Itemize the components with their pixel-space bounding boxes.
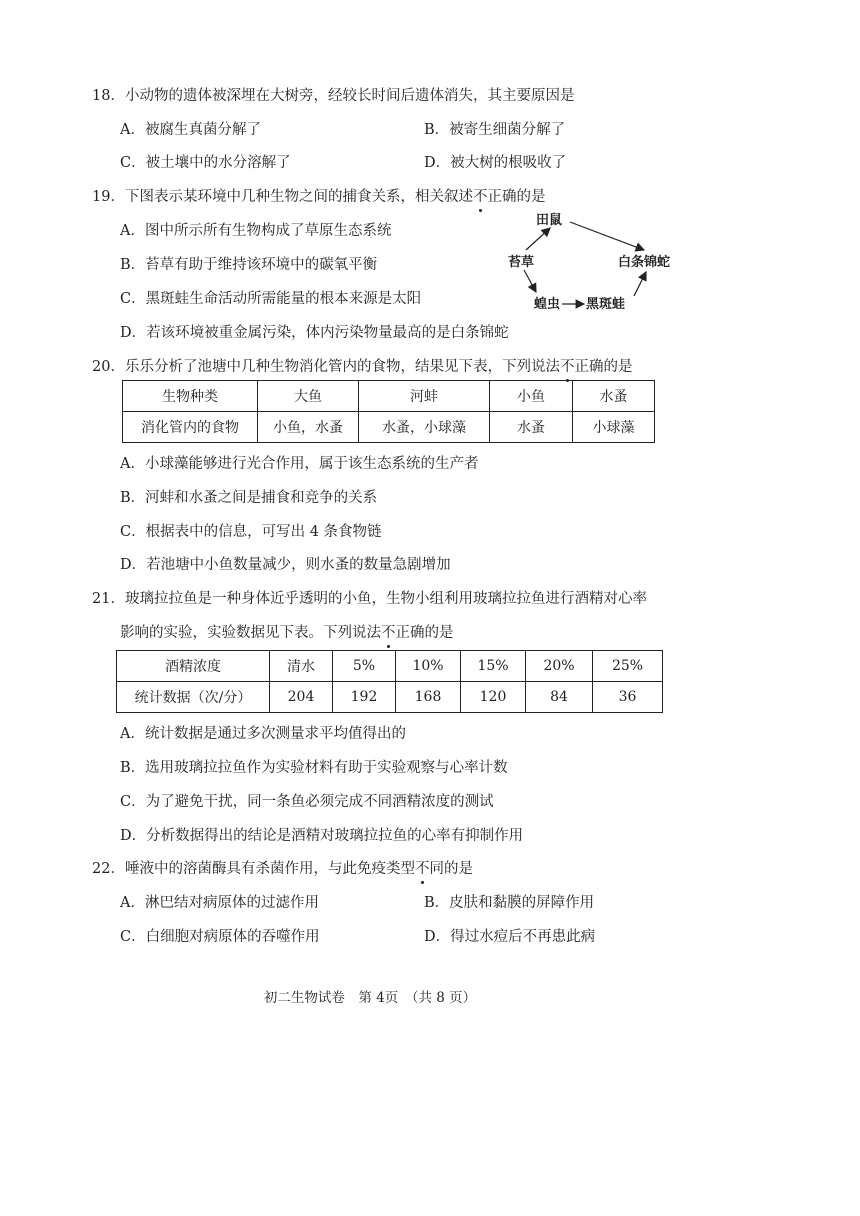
table-cell: 河蚌 [359, 381, 490, 412]
q21-stem-text-end: 正确的是 [395, 625, 454, 641]
q18-option-a: A．被腐生真菌分解了 [120, 122, 261, 138]
arrow-tianshu-snake [570, 222, 644, 250]
table-cell: 大鱼 [258, 381, 359, 412]
q21-option-b: B．选用玻璃拉拉鱼作为实验材料有助于实验观察与心率计数 [120, 760, 508, 776]
q21-stem-text: 影响的实验，实验数据见下表。下列说法 [120, 625, 381, 641]
table-row [117, 682, 663, 713]
table-cell: 25% [593, 651, 663, 682]
table-cell: 小球藻 [573, 412, 655, 443]
page-footer: 初二生物试卷 第 4页 （共 8 页） [263, 990, 477, 1006]
q20-option-c: C．根据表中的信息，可写出 4 条食物链 [120, 524, 382, 540]
node-frog: 黑斑蛙 [586, 297, 626, 312]
node-huangchong: 蝗虫 [534, 297, 561, 312]
q18-option-b: B．被寄生细菌分解了 [424, 122, 566, 138]
q21-stem-line1: 21．玻璃拉拉鱼是一种身体近乎透明的小鱼，生物小组利用玻璃拉拉鱼进行酒精对心率 [92, 591, 647, 607]
q21-table [116, 650, 663, 713]
q18-option-d: D．被大树的根吸收了 [424, 155, 567, 171]
table-cell: 生物种类 [123, 381, 258, 412]
table-cell: 水蚤 [490, 412, 573, 443]
q22-stem-text-end: 同的是 [429, 861, 473, 877]
q19-option-d: D．若该环境被重金属污染，体内污染物量最高的是白条锦蛇 [120, 325, 509, 341]
q21-option-d: D．分析数据得出的结论是酒精对玻璃拉拉鱼的心率有抑制作用 [120, 828, 524, 844]
q22-option-b: B．皮肤和黏膜的屏障作用 [424, 895, 595, 911]
q21-stem-line2 [120, 621, 454, 642]
q20-stem-text-end: 正确的是 [574, 359, 633, 375]
emphasis-dot-char: 不 [473, 185, 488, 206]
table-row [123, 381, 655, 412]
food-web-diagram [500, 200, 690, 320]
q20-option-b: B．河蚌和水蚤之间是捕食和竞争的关系 [120, 490, 378, 506]
q22-stem [92, 857, 473, 878]
arrow-taicao-tianshu [526, 228, 550, 250]
table-cell: 120 [461, 682, 526, 713]
q20-table [122, 380, 655, 443]
emphasis-dot-char: 不 [415, 857, 430, 878]
table-cell: 清水 [270, 651, 333, 682]
node-snake: 白条锦蛇 [618, 255, 671, 270]
q19-stem [92, 185, 545, 206]
q22-option-c: C．白细胞对病原体的吞噬作用 [120, 929, 320, 945]
q19-stem-text: 19．下图表示某环境中几种生物之间的捕食关系，相关叙述 [92, 189, 473, 205]
q22-option-a: A．淋巴结对病原体的过滤作用 [120, 895, 319, 911]
table-cell: 204 [270, 682, 333, 713]
q20-option-d: D．若池塘中小鱼数量减少，则水蚤的数量急剧增加 [120, 557, 451, 573]
arrow-taicao-huangchong [524, 270, 536, 292]
q19-stem-text-end: 正确的是 [487, 189, 546, 205]
table-cell: 酒精浓度 [117, 651, 270, 682]
q19-option-a: A．图中所示所有生物构成了草原生态系统 [120, 223, 392, 239]
q20-stem-text: 20．乐乐分析了池塘中几种生物消化管内的食物，结果见下表，下列说法 [92, 359, 560, 375]
table-cell: 5% [333, 651, 396, 682]
node-tianshu: 田鼠 [536, 213, 563, 228]
table-cell: 消化管内的食物 [123, 412, 258, 443]
table-cell: 统计数据（次/分） [117, 682, 270, 713]
table-cell: 168 [396, 682, 461, 713]
table-cell: 10% [396, 651, 461, 682]
table-cell: 192 [333, 682, 396, 713]
node-taicao: 苔草 [508, 255, 535, 270]
table-row [117, 651, 663, 682]
table-cell: 水蚤 [573, 381, 655, 412]
q22-option-d: D．得过水痘后不再患此病 [424, 929, 596, 945]
arrow-frog-snake [634, 272, 646, 296]
table-cell: 15% [461, 651, 526, 682]
table-row [123, 412, 655, 443]
q18-stem: 18．小动物的遗体被深埋在大树旁，经较长时间后遗体消失，其主要原因是 [92, 88, 575, 104]
q18-option-c: C．被土壤中的水分溶解了 [120, 155, 291, 171]
q21-option-c: C．为了避免干扰，同一条鱼必须完成不同酒精浓度的测试 [120, 794, 494, 810]
q22-stem-text: 22．唾液中的溶菌酶具有杀菌作用，与此免疫类型 [92, 861, 415, 877]
q21-option-a: A．统计数据是通过多次测量求平均值得出的 [120, 726, 406, 742]
table-cell: 小鱼 [490, 381, 573, 412]
q20-option-a: A．小球藻能够进行光合作用，属于该生态系统的生产者 [120, 456, 479, 472]
emphasis-dot-char: 不 [381, 621, 396, 642]
table-cell: 84 [526, 682, 593, 713]
table-cell: 20% [526, 651, 593, 682]
q19-option-c: C．黑斑蛙生命活动所需能量的根本来源是太阳 [120, 291, 422, 307]
q20-stem [92, 355, 632, 376]
table-cell: 小鱼，水蚤 [258, 412, 359, 443]
table-cell: 水蚤，小球藻 [359, 412, 490, 443]
q19-option-b: B．苔草有助于维持该环境中的碳氧平衡 [120, 257, 378, 273]
table-cell: 36 [593, 682, 663, 713]
emphasis-dot-char: 不 [560, 355, 575, 376]
